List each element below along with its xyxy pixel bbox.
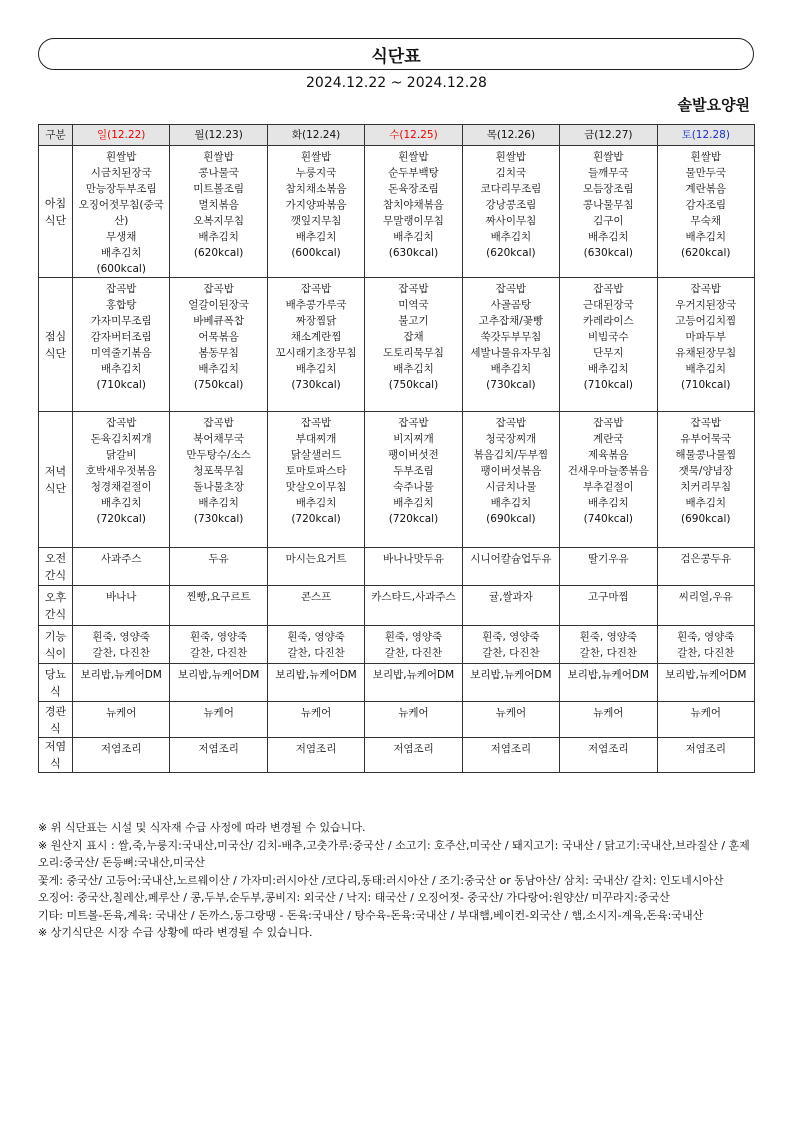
menu-cell: 흰쌀밥 순두부백탕 돈육장조림 참치야채볶음 무말랭이무침 배추김치 (630kcal): [365, 146, 462, 278]
menu-cell: 보리밥,뉴케어DM: [365, 664, 462, 702]
menu-cell: 보리밥,뉴케어DM: [560, 664, 657, 702]
menu-cell: 잡곡밥 배추콩가루국 짜장찜닭 채소계란찜 꼬시래기초장무침 배추김치 (730kcal): [267, 278, 364, 412]
meal-row: [39, 586, 755, 626]
menu-cell: 저염조리: [73, 738, 170, 773]
day-header: 월(12.23): [170, 125, 267, 146]
menu-cell: 잡곡밥 미역국 불고기 잡채 도토리묵무침 배추김치 (750kcal): [365, 278, 462, 412]
menu-cell: 딸기우유: [560, 548, 657, 586]
menu-cell: 고구마찜: [560, 586, 657, 626]
menu-cell: 뉴케어: [267, 702, 364, 738]
menu-cell: 보리밥,뉴케어DM: [170, 664, 267, 702]
meal-row: [39, 278, 755, 412]
menu-cell: 흰쌀밥 김치국 코다리무조림 강낭콩조림 짜사이무침 배추김치 (620kcal): [462, 146, 559, 278]
menu-cell: 저염조리: [462, 738, 559, 773]
day-header: 금(12.27): [560, 125, 657, 146]
menu-cell: 흰쌀밥 시금치된장국 만능장두부조림 오징어젓무침(중국산) 무생채 배추김치 (600kcal): [73, 146, 170, 278]
row-label: 아침 식단: [39, 146, 73, 278]
menu-cell: 검은콩두유: [657, 548, 754, 586]
note-line: ※ 상기식단은 시장 수급 상황에 따라 변경될 수 있습니다.: [38, 926, 313, 939]
menu-cell: 흰죽, 영양죽 갈찬, 다진찬: [560, 626, 657, 664]
menu-cell: 뉴케어: [365, 702, 462, 738]
menu-cell: 바나나: [73, 586, 170, 626]
meal-row: [39, 548, 755, 586]
menu-cell: 마시는요거트: [267, 548, 364, 586]
menu-cell: 잡곡밥 근대된장국 카레라이스 비빔국수 단무지 배추김치 (710kcal): [560, 278, 657, 412]
row-label: 경관 식: [39, 702, 73, 738]
menu-cell: 보리밥,뉴케어DM: [73, 664, 170, 702]
menu-cell: 뉴케어: [170, 702, 267, 738]
menu-cell: 씨리얼,우유: [657, 586, 754, 626]
meal-row: [39, 412, 755, 548]
menu-cell: 흰죽, 영양죽 갈찬, 다진찬: [170, 626, 267, 664]
note-line: ※ 원산지 표시 : 쌀,죽,누룽지:국내산,미국산/ 김치-배추,고춧가루:중국산 / 소고기: 호주산,미국산 / 돼지고기: 국내산 / 닭고기:국내산,브라질산 / 훈제오리:중국산/ 돈등뼈:국내산,미국산: [38, 838, 750, 869]
menu-cell: 바나나맛두유: [365, 548, 462, 586]
row-label: 오전 간식: [39, 548, 73, 586]
note-line: 기타: 미트볼-돈육,계육: 국내산 / 돈까스,동그랑땡 - 돈육:국내산 / 탕수육-돈육:국내산 / 부대햄,베이컨-외국산 / 햄,소시지-계육,돈육:국내산: [38, 908, 704, 922]
menu-cell: 보리밥,뉴케어DM: [657, 664, 754, 702]
menu-cell: 뉴케어: [73, 702, 170, 738]
menu-cell: 잡곡밥 비지찌개 팽이버섯전 두부조림 숙주나물 배추김치 (720kcal): [365, 412, 462, 548]
note-line: 오징어: 중국산,칠레산,페루산 / 콩,두부,순두부,콩비지: 외국산 / 낙지: 태국산 / 오징어젓- 중국산/ 가다랑어:원양산/ 미꾸라지:중국산: [38, 891, 670, 904]
row-label: 저염 식: [39, 738, 73, 773]
meal-row: [39, 702, 755, 738]
row-label: 당뇨 식: [39, 664, 73, 702]
menu-cell: 귤,쌀과자: [462, 586, 559, 626]
menu-cell: 흰쌀밥 콩나물국 미트볼조림 멸치볶음 오복지무침 배추김치 (620kcal): [170, 146, 267, 278]
menu-cell: 카스타드,사과주스: [365, 586, 462, 626]
menu-cell: 흰쌀밥 들깨무국 모듬장조림 콩나물무침 김구이 배추김치 (630kcal): [560, 146, 657, 278]
menu-cell: 저염조리: [365, 738, 462, 773]
menu-cell: 시니어칼슘업두유: [462, 548, 559, 586]
row-label: 점심 식단: [39, 278, 73, 412]
page-title: 식단표: [371, 46, 421, 67]
menu-cell: 보리밥,뉴케어DM: [267, 664, 364, 702]
date-range: 2024.12.22 ~ 2024.12.28: [306, 75, 487, 91]
note-line: ※ 위 식단표는 시설 및 식자재 수급 사정에 따라 변경될 수 있습니다.: [38, 821, 366, 834]
row-label: 저녁 식단: [39, 412, 73, 548]
menu-cell: 보리밥,뉴케어DM: [462, 664, 559, 702]
header-label: 구분: [39, 125, 73, 146]
menu-cell: 잡곡밥 돈육김치찌개 닭갈비 호박새우젓볶음 청경채겉절이 배추김치 (720kcal): [73, 412, 170, 548]
row-label: 오후 간식: [39, 586, 73, 626]
day-header: 수(12.25): [365, 125, 462, 146]
notes: [38, 819, 758, 942]
menu-cell: 잡곡밥 북어채무국 만두탕수/소스 청포묵무침 돌나물초장 배추김치 (730kcal): [170, 412, 267, 548]
menu-cell: 잡곡밥 사골곰탕 고추잡채/꽃빵 쑥갓두부무침 세발나물유자무침 배추김치 (730kcal): [462, 278, 559, 412]
day-header: 일(12.22): [73, 125, 170, 146]
meal-row: [39, 626, 755, 664]
title-box: [38, 38, 754, 70]
menu-cell: 뉴케어: [657, 702, 754, 738]
menu-cell: 잡곡밥 계란국 제육볶음 건새우마늘쫑볶음 부추겉절이 배추김치 (740kcal): [560, 412, 657, 548]
menu-cell: 잡곡밥 홍합탕 가자미무조림 감자버터조림 미역줄기볶음 배추김치 (710kcal): [73, 278, 170, 412]
meal-row: [39, 664, 755, 702]
menu-cell: 잡곡밥 우거지된장국 고등어김치찜 마파두부 유채된장무침 배추김치 (710kcal): [657, 278, 754, 412]
day-header: 토(12.28): [657, 125, 754, 146]
menu-cell: 찐빵,요구르트: [170, 586, 267, 626]
menu-cell: 콘스프: [267, 586, 364, 626]
menu-cell: 저염조리: [560, 738, 657, 773]
menu-table: [38, 124, 755, 773]
menu-cell: 흰죽, 영양죽 갈찬, 다진찬: [267, 626, 364, 664]
note-line: 꽃게: 중국산/ 고등어:국내산,노르웨이산 / 가자미:러시아산 /코다리,동태:러시아산 / 조기:중국산 or 동남아산/ 삼치: 국내산/ 갈치: 인도네시아산: [38, 873, 724, 887]
menu-cell: 잡곡밥 부대찌개 닭살샐러드 토마토파스타 맛살오이무침 배추김치 (720kcal): [267, 412, 364, 548]
meal-row: [39, 146, 755, 278]
menu-cell: 흰죽, 영양죽 갈찬, 다진찬: [657, 626, 754, 664]
menu-cell: 잡곡밥 청국장찌개 볶음김치/두부찜 팽이버섯볶음 시금치나물 배추김치 (690kcal): [462, 412, 559, 548]
header-row: [39, 125, 755, 146]
menu-cell: 흰죽, 영양죽 갈찬, 다진찬: [462, 626, 559, 664]
day-header: 목(12.26): [462, 125, 559, 146]
menu-cell: 흰죽, 영양죽 갈찬, 다진찬: [365, 626, 462, 664]
menu-cell: 사과주스: [73, 548, 170, 586]
menu-cell: 흰죽, 영양죽 갈찬, 다진찬: [73, 626, 170, 664]
day-header: 화(12.24): [267, 125, 364, 146]
menu-cell: 잡곡밥 유부어묵국 해물콩나물찜 잿묵/양념장 치커리무침 배추김치 (690kcal): [657, 412, 754, 548]
menu-cell: 뉴케어: [462, 702, 559, 738]
menu-cell: 흰쌀밥 물만두국 계란볶음 감자조림 무숙채 배추김치 (620kcal): [657, 146, 754, 278]
meal-row: [39, 738, 755, 773]
menu-cell: 저염조리: [267, 738, 364, 773]
menu-cell: 잡곡밥 얼갈이된장국 바베큐폭찹 어묵볶음 봄동무침 배추김치 (750kcal): [170, 278, 267, 412]
menu-cell: 흰쌀밥 누룽지국 참치채소볶음 가지양파볶음 깻잎지무침 배추김치 (600kcal): [267, 146, 364, 278]
facility-name: 솔발요양원: [677, 96, 750, 114]
menu-cell: 저염조리: [170, 738, 267, 773]
row-label: 기능 식이: [39, 626, 73, 664]
menu-cell: 뉴케어: [560, 702, 657, 738]
menu-cell: 두유: [170, 548, 267, 586]
menu-cell: 저염조리: [657, 738, 754, 773]
